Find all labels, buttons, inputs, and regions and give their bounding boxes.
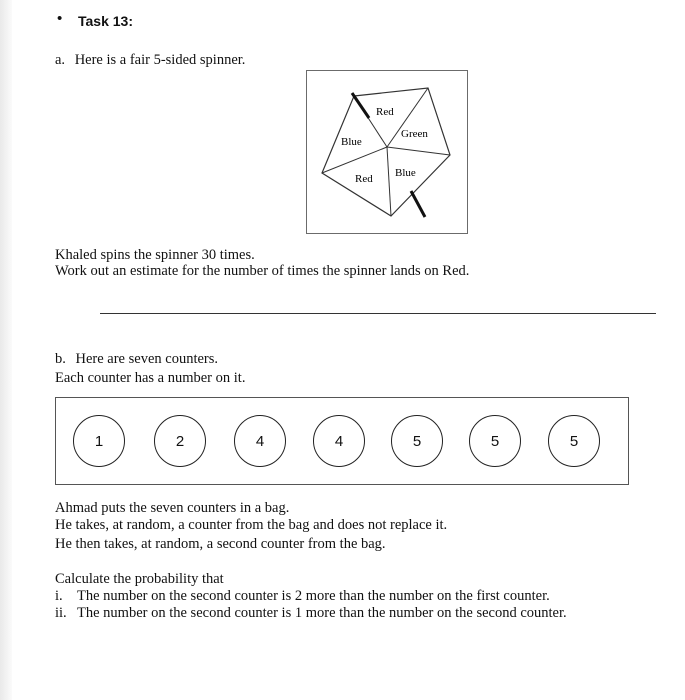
part-a-label: a.: [55, 52, 66, 68]
spinner-label-red-top: Red: [376, 106, 394, 118]
spinner-diagram: [307, 71, 467, 233]
part-a-question-line-1: Khaled spins the spinner 30 times.: [55, 247, 255, 263]
spinner-label-blue-left: Blue: [341, 136, 362, 148]
spinner-pointer-mark: [411, 191, 425, 217]
part-b-intro-text: Here are seven counters.: [75, 351, 219, 367]
counter: 1: [73, 415, 125, 467]
spinner-label-red-bottom: Red: [355, 173, 373, 185]
sub-question-text: The number on the second counter is 2 more than the number on the first counter.: [77, 588, 550, 604]
part-a-question-line-2: Work out an estimate for the number of times the spinner lands on Red.: [55, 263, 470, 279]
counter: 5: [548, 415, 600, 467]
part-b-intro-1: [55, 351, 218, 368]
part-b-text-3: He then takes, at random, a second counter from the bag.: [55, 536, 386, 552]
page-shadow: [0, 0, 12, 700]
sub-question-number: i.: [55, 588, 63, 604]
counters-box: [55, 397, 629, 485]
counter: 5: [469, 415, 521, 467]
sub-question-number: ii.: [55, 605, 67, 621]
sub-question-i: [55, 588, 550, 605]
part-b-intro-2: Each counter has a number on it.: [55, 370, 246, 386]
spinner-label-blue-right: Blue: [395, 167, 416, 179]
counter: 4: [313, 415, 365, 467]
answer-line: [100, 313, 656, 314]
part-a-intro-text: Here is a fair 5-sided spinner.: [74, 52, 246, 68]
task-title: Task 13:: [78, 13, 133, 29]
part-b-text-1: Ahmad puts the seven counters in a bag.: [55, 500, 290, 516]
part-a-intro: [55, 52, 245, 69]
task-bullet: •: [57, 10, 63, 27]
part-b-text-2: He takes, at random, a counter from the bag and does not replace it.: [55, 517, 448, 533]
counter: 4: [234, 415, 286, 467]
spinner-figure: [306, 70, 468, 234]
calc-intro: Calculate the probability that: [55, 571, 224, 587]
spinner-label-green: Green: [401, 128, 428, 140]
counter: 5: [391, 415, 443, 467]
sub-question-ii: [55, 605, 567, 622]
counter: 2: [154, 415, 206, 467]
part-b-label: b.: [55, 351, 66, 367]
sub-question-text: The number on the second counter is 1 more than the number on the second counter.: [77, 605, 567, 621]
